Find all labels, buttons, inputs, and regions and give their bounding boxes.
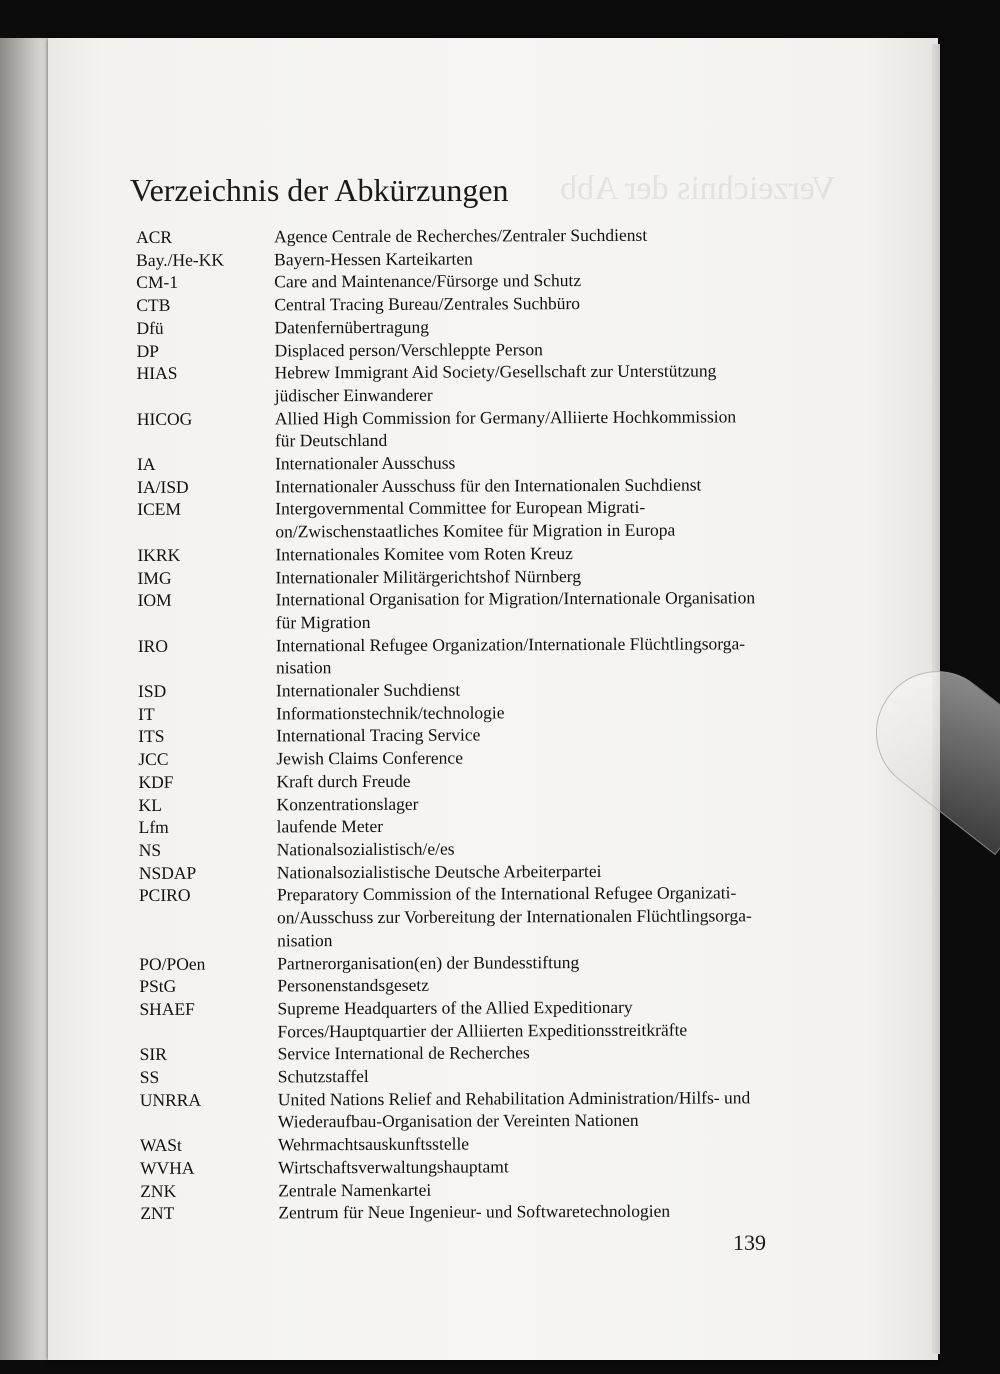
abbreviation: ITS xyxy=(138,726,165,747)
abbreviation: ISD xyxy=(137,680,167,702)
abbreviation-definition xyxy=(278,1131,850,1156)
definition-line: Wehrmachtsauskunftsstelle xyxy=(277,1133,470,1155)
abbreviation: NSDAP xyxy=(138,862,197,883)
abbreviation-definition xyxy=(274,291,846,316)
abbreviation: IA xyxy=(136,453,156,475)
abbreviation: HIAS xyxy=(136,363,178,384)
abbreviation-definition xyxy=(277,995,849,1043)
show-through-text: Verzeichnis der Abb xyxy=(560,170,836,207)
abbreviation-row xyxy=(138,790,848,816)
abbreviation-row xyxy=(140,1154,850,1180)
abbreviation-definition xyxy=(278,1040,850,1065)
abbreviation-definition xyxy=(276,790,848,815)
definition-line: Schutzstaffel xyxy=(277,1066,369,1087)
abbreviation-row xyxy=(138,745,848,771)
abbreviation-row xyxy=(136,314,846,340)
definition-line: laufende Meter xyxy=(276,816,384,837)
abbreviation-definition xyxy=(277,859,849,884)
definition-line: Jewish Claims Conference xyxy=(276,747,463,769)
definition-line: International Refugee Organization/Internationale Flüchtlingsorga- xyxy=(275,633,746,656)
abbreviation: ACR xyxy=(136,226,173,247)
abbreviation-definition xyxy=(274,268,846,293)
abbreviation: DP xyxy=(136,340,159,361)
abbreviation-definition xyxy=(276,632,848,680)
definition-line: Internationaler Suchdienst xyxy=(275,679,461,701)
abbreviation-definition xyxy=(275,405,847,453)
abbreviation: IKRK xyxy=(137,544,181,565)
page-title: Verzeichnis der Abkürzungen xyxy=(130,172,509,208)
definition-line: Wiederaufbau-Organisation der Vereinten Nationen xyxy=(277,1110,639,1132)
definition-line: Central Tracing Bureau/Zentrales Suchbüro xyxy=(274,293,581,315)
abbreviation-definition xyxy=(274,246,846,271)
definition-line: für Deutschland xyxy=(274,430,388,451)
abbreviation-row xyxy=(139,972,849,998)
abbreviation-row xyxy=(140,1040,850,1066)
definition-line: Datenfernübertragung xyxy=(274,316,430,338)
page-number: 139 xyxy=(733,1230,766,1255)
abbreviation-row xyxy=(137,495,847,544)
abbreviation: IA/ISD xyxy=(137,476,189,497)
definition-line: Wirtschaftsverwaltungshauptamt xyxy=(278,1156,509,1178)
abbreviation-definition xyxy=(276,586,848,634)
definition-line: Zentrum für Neue Ingenieur- und Softwaretechnologien xyxy=(278,1200,671,1223)
abbreviation: KDF xyxy=(138,771,174,792)
abbreviation-row xyxy=(139,813,849,839)
abbreviation-definition xyxy=(278,1154,850,1179)
abbreviation-row xyxy=(138,722,848,748)
abbreviation: HICOG xyxy=(136,408,193,429)
definition-line: Informationstechnik/technologie xyxy=(276,702,505,724)
abbreviation: IRO xyxy=(137,635,169,656)
abbreviation-row xyxy=(138,700,848,726)
definition-line: Internationaler Ausschuss xyxy=(274,452,456,474)
abbreviation-row xyxy=(137,359,847,408)
abbreviation: Lfm xyxy=(138,817,169,838)
abbreviation-definition xyxy=(278,1199,850,1224)
abbreviation-definition xyxy=(275,541,847,566)
definition-line: United Nations Relief and Rehabilitation Administration/Hilfs- und xyxy=(277,1087,751,1110)
abbreviation-definition xyxy=(275,563,847,588)
abbreviation-row xyxy=(137,563,847,589)
abbreviation-list xyxy=(136,223,850,1225)
abbreviation: KL xyxy=(138,794,162,815)
definition-line: Internationales Komitee vom Roten Kreuz xyxy=(275,542,573,565)
abbreviation-definition xyxy=(277,881,849,952)
abbreviation-row xyxy=(138,586,848,635)
abbreviation: UNRRA xyxy=(139,1089,202,1110)
definition-line: jüdischer Einwanderer xyxy=(274,384,433,406)
abbreviation-row xyxy=(139,859,849,885)
abbreviation-row xyxy=(136,246,846,272)
abbreviation-definition xyxy=(276,768,848,793)
abbreviation-row xyxy=(136,223,846,249)
definition-line: Care and Maintenance/Fürsorge und Schutz xyxy=(274,270,582,292)
abbreviation: IT xyxy=(138,703,155,724)
abbreviation-row xyxy=(139,881,849,952)
definition-line: Partnerorganisation(en) der Bundesstiftung xyxy=(277,951,580,973)
abbreviation-definition xyxy=(278,1086,850,1134)
abbreviation: SIR xyxy=(139,1044,167,1065)
abbreviation-row xyxy=(137,405,847,454)
abbreviation: JCC xyxy=(138,749,169,770)
abbreviation-definition xyxy=(274,336,846,361)
abbreviation-definition xyxy=(275,359,847,407)
definition-line: Supreme Headquarters of the Allied Expeditionary xyxy=(277,996,633,1019)
abbreviation-row xyxy=(136,268,846,294)
abbreviation-row xyxy=(139,995,849,1044)
definition-line: Konzentrationslager xyxy=(276,793,419,814)
abbreviation: IOM xyxy=(137,590,172,611)
definition-line: Agence Centrale de Recherches/Zentraler Suchdienst xyxy=(274,224,648,247)
abbreviation: Dfü xyxy=(136,317,164,338)
definition-line: Bayern-Hessen Karteikarten xyxy=(274,248,473,270)
definition-line: on/Ausschuss zur Vorbereitung der Internationalen Flüchtlingsorga- xyxy=(276,905,752,928)
abbreviation-definition xyxy=(277,972,849,997)
definition-line: Nationalsozialistisch/e/es xyxy=(276,838,455,860)
abbreviation-definition xyxy=(278,1176,850,1201)
abbreviation-row xyxy=(137,450,847,476)
abbreviation-row xyxy=(140,1063,850,1089)
abbreviation: ICEM xyxy=(137,499,182,520)
definition-line: Allied High Commission for Germany/Alliierte Hochkommission xyxy=(274,406,737,429)
abbreviation: ZNT xyxy=(140,1203,175,1224)
definition-line: Intergovernmental Committee for European Migrati- xyxy=(275,497,646,519)
definition-line: Hebrew Immigrant Aid Society/Gesellschaft zur Unterstützung xyxy=(274,360,717,383)
abbreviation-definition xyxy=(274,314,846,339)
definition-line: Kraft durch Freude xyxy=(276,770,411,792)
definition-line: nisation xyxy=(277,929,333,951)
abbreviation-row xyxy=(140,1176,850,1202)
abbreviation-row xyxy=(139,836,849,862)
definition-line: Zentrale Namenkartei xyxy=(278,1179,432,1200)
abbreviation: CM-1 xyxy=(136,272,179,293)
abbreviation: CTB xyxy=(136,294,171,316)
abbreviation-definition xyxy=(276,677,848,702)
definition-line: nisation xyxy=(275,657,332,678)
abbreviation-row xyxy=(136,291,846,317)
abbreviation-row xyxy=(137,541,847,567)
abbreviation: SS xyxy=(139,1066,160,1088)
abbreviation: Bay./He-KK xyxy=(136,249,225,270)
definition-line: Displaced person/Verschleppte Person xyxy=(274,338,543,360)
abbreviation-row xyxy=(136,336,846,362)
definition-line: Nationalsozialistische Deutsche Arbeiterpartei xyxy=(276,860,602,883)
abbreviation-row xyxy=(139,949,849,975)
abbreviation-row xyxy=(140,1199,850,1225)
abbreviation-definition xyxy=(275,450,847,475)
abbreviation: IMG xyxy=(137,567,172,588)
abbreviation-definition xyxy=(277,813,849,838)
abbreviation-row xyxy=(138,632,848,681)
definition-line: Preparatory Commission of the International Refugee Organizati- xyxy=(276,882,737,905)
abbreviation-row xyxy=(137,473,847,499)
definition-line: on/Zwischenstaatliches Komitee für Migration in Europa xyxy=(275,519,676,542)
abbreviation: PStG xyxy=(139,976,177,997)
abbreviation-definition xyxy=(275,495,847,543)
abbreviation-row xyxy=(138,677,848,703)
abbreviation-definition xyxy=(276,745,848,770)
abbreviation: WASt xyxy=(139,1134,182,1156)
definition-line: International Organisation for Migration/Internationale Organisation xyxy=(275,587,756,610)
definition-line: Service International de Recherches xyxy=(277,1042,530,1064)
abbreviation-definition xyxy=(276,700,848,725)
definition-line: International Tracing Service xyxy=(276,724,481,746)
abbreviation-definition xyxy=(277,836,849,861)
abbreviation: WVHA xyxy=(140,1157,195,1178)
definition-line: Internationaler Militärgerichtshof Nürnberg xyxy=(275,565,582,587)
definition-line: Internationaler Ausschuss für den Internationalen Suchdienst xyxy=(275,474,702,497)
abbreviation: ZNK xyxy=(140,1180,177,1201)
definition-line: für Migration xyxy=(275,611,371,633)
abbreviation-row xyxy=(138,768,848,794)
abbreviation-definition xyxy=(277,949,849,974)
definition-line: Personenstandsgesetz xyxy=(277,974,429,996)
abbreviation-definition xyxy=(275,473,847,498)
abbreviation-definition xyxy=(278,1063,850,1088)
abbreviation-definition xyxy=(274,223,846,248)
abbreviation: NS xyxy=(138,839,162,860)
abbreviation: PCIRO xyxy=(138,885,191,906)
abbreviation: PO/POen xyxy=(139,953,206,974)
abbreviation-row xyxy=(140,1086,850,1135)
abbreviation-row xyxy=(140,1131,850,1157)
abbreviation-definition xyxy=(276,722,848,747)
abbreviation: SHAEF xyxy=(139,998,195,1019)
definition-line: Forces/Hauptquartier der Alliierten Expeditionsstreitkräfte xyxy=(277,1019,688,1041)
